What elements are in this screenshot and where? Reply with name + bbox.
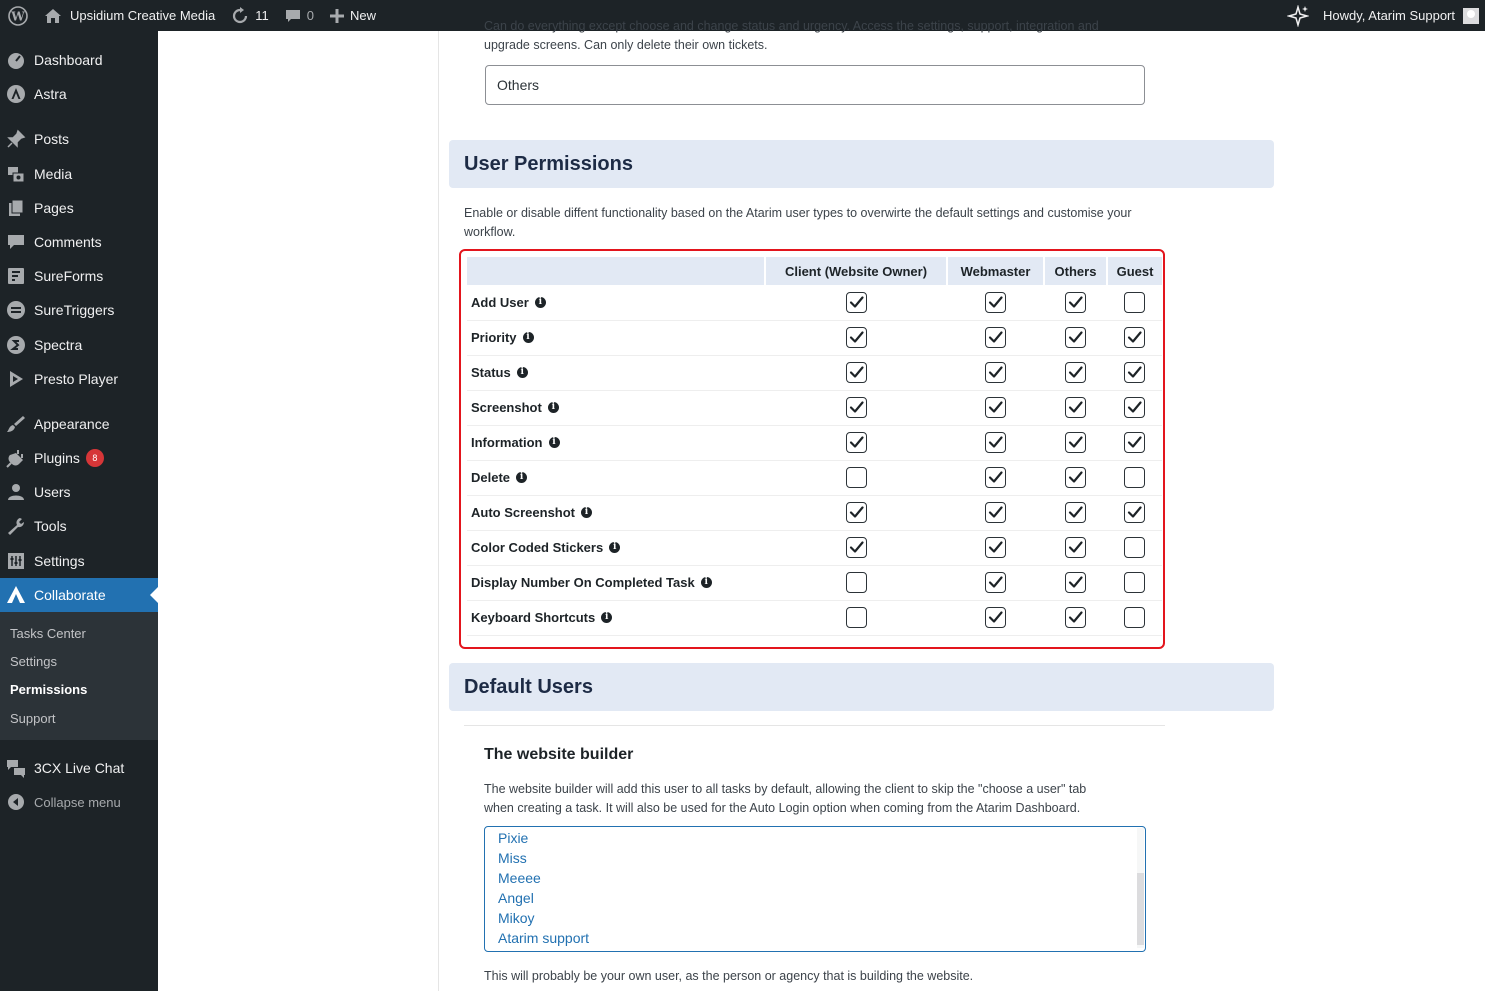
menu-dashboard[interactable]	[0, 43, 158, 77]
listbox-scroll-thumb[interactable]	[1137, 873, 1144, 945]
permission-cell	[947, 600, 1044, 635]
permission-cell	[1044, 285, 1107, 320]
user-option[interactable]: Atarim support	[498, 930, 590, 946]
user-permissions-heading: User Permissions	[449, 140, 1274, 188]
collapse-label: Collapse menu	[34, 794, 121, 810]
role-description-line1: Can do everything except choose and change status and urgency. Access the settings, support, integration and	[484, 19, 1099, 33]
new-content-link[interactable]	[322, 0, 384, 31]
menu-label: Plugins	[34, 450, 80, 466]
menu-label: Spectra	[34, 337, 83, 353]
permission-label: Information	[471, 435, 543, 450]
menu-tools[interactable]	[0, 509, 158, 543]
permission-cell	[1044, 460, 1107, 495]
plus-icon	[330, 9, 344, 23]
permission-cell	[765, 390, 947, 425]
permission-cell	[765, 460, 947, 495]
column-header-client: Client (Website Owner)	[765, 257, 947, 285]
permission-cell	[947, 495, 1044, 530]
column-header-webmaster: Webmaster	[947, 257, 1044, 285]
permission-cell	[1044, 565, 1107, 600]
menu-users[interactable]	[0, 475, 158, 509]
permissions-header-row	[467, 257, 1162, 285]
webmaster-checkbox-checked[interactable]	[985, 362, 1006, 383]
permission-cell	[765, 600, 947, 635]
guest-checkbox-unchecked[interactable]	[1124, 607, 1145, 628]
menu-astra[interactable]	[0, 77, 158, 111]
permission-cell	[1044, 320, 1107, 355]
permission-label: Keyboard Shortcuts	[471, 610, 596, 625]
menu-label: Users	[34, 484, 71, 500]
webmaster-checkbox-checked[interactable]	[985, 397, 1006, 418]
new-label: New	[349, 8, 376, 23]
permission-label: Display Number On Completed Task	[471, 575, 695, 590]
svg-text:W: W	[11, 9, 25, 23]
permission-row	[467, 390, 1162, 425]
user-option[interactable]: Meeee	[498, 870, 541, 886]
chat-icon	[6, 758, 26, 778]
client-checkbox-checked[interactable]	[846, 327, 867, 348]
permission-row	[467, 565, 1162, 600]
user-option[interactable]: Pixie	[498, 830, 529, 846]
menu-settings[interactable]	[0, 544, 158, 578]
menu-label: Appearance	[34, 416, 110, 432]
permission-row	[467, 320, 1162, 355]
plugins-update-badge: 8	[86, 449, 104, 467]
home-icon	[44, 8, 62, 24]
media-icon	[6, 164, 26, 184]
menu-media[interactable]	[0, 157, 158, 191]
menu-label: Presto Player	[34, 371, 119, 387]
permission-cell	[947, 425, 1044, 460]
default-users-heading: Default Users	[449, 663, 1274, 711]
menu-plugins[interactable]	[0, 441, 158, 475]
website-builder-note: This will probably be your own user, as the person or agency that is building the website.	[484, 969, 974, 983]
permission-cell	[765, 565, 947, 600]
menu-label: Astra	[34, 86, 67, 102]
guest-checkbox-checked[interactable]	[1124, 502, 1145, 523]
info-icon[interactable]: i	[517, 367, 528, 378]
user-option[interactable]: Miss	[498, 850, 527, 866]
permission-cell	[947, 460, 1044, 495]
website-builder-desc-line1: The website builder will add this user to all tasks by default, allowing the client to skip the "choose a user" tab	[484, 782, 1087, 796]
menu-presto-player[interactable]	[0, 362, 158, 396]
permission-row	[467, 285, 1162, 320]
permission-cell	[1044, 425, 1107, 460]
others-checkbox-checked[interactable]	[1065, 572, 1086, 593]
others-checkbox-checked[interactable]	[1065, 362, 1086, 383]
webmaster-checkbox-checked[interactable]	[985, 292, 1006, 313]
website-builder-title: The website builder	[484, 746, 634, 763]
column-header-others: Others	[1044, 257, 1107, 285]
suretriggers-icon	[6, 300, 26, 320]
permission-cell	[765, 285, 947, 320]
permission-label: Auto Screenshot	[471, 505, 576, 520]
permission-cell	[1044, 355, 1107, 390]
webmaster-checkbox-checked[interactable]	[985, 607, 1006, 628]
permission-row	[467, 495, 1162, 530]
client-checkbox-checked[interactable]	[846, 362, 867, 383]
menu-pages[interactable]	[0, 191, 158, 225]
info-icon[interactable]: i	[701, 577, 712, 588]
site-name-link[interactable]	[38, 0, 223, 31]
permission-row	[467, 460, 1162, 495]
menu-label: Dashboard	[34, 52, 103, 68]
submenu-tasks-center[interactable]: Tasks Center	[10, 626, 86, 641]
menu-label: Collaborate	[34, 587, 106, 603]
permission-label-cell	[467, 320, 765, 355]
guest-checkbox-unchecked[interactable]	[1124, 572, 1145, 593]
permission-label: Priority	[471, 330, 517, 345]
client-checkbox-unchecked[interactable]	[846, 607, 867, 628]
permission-label-cell	[467, 390, 765, 425]
permission-cell	[1044, 495, 1107, 530]
permission-cell	[947, 320, 1044, 355]
others-checkbox-checked[interactable]	[1065, 327, 1086, 348]
admin-sidebar	[0, 31, 158, 991]
menu-spectra[interactable]	[0, 328, 158, 362]
permission-cell	[947, 565, 1044, 600]
others-checkbox-checked[interactable]	[1065, 467, 1086, 488]
atarim-icon	[6, 585, 26, 605]
website-builder-select[interactable]	[484, 826, 1146, 952]
permission-cell	[1107, 460, 1162, 495]
ai-sparkle-icon[interactable]	[1279, 0, 1323, 31]
comments-link[interactable]	[277, 0, 322, 31]
permission-cell	[1107, 355, 1162, 390]
pin-icon	[6, 129, 26, 149]
permission-label-cell	[467, 285, 765, 320]
user-option[interactable]: Mikoy	[498, 910, 535, 926]
comments-count: 0	[306, 8, 314, 23]
updates-link[interactable]	[223, 0, 277, 31]
others-checkbox-checked[interactable]	[1065, 292, 1086, 313]
webmaster-checkbox-checked[interactable]	[985, 537, 1006, 558]
sureforms-icon	[6, 266, 26, 286]
guest-checkbox-checked[interactable]	[1124, 432, 1145, 453]
guest-checkbox-checked[interactable]	[1124, 397, 1145, 418]
menu-label: Posts	[34, 131, 70, 147]
menu-label: 3CX Live Chat	[34, 760, 125, 776]
wordpress-logo-icon[interactable]	[0, 0, 38, 31]
permission-cell	[1044, 390, 1107, 425]
collapse-menu-button[interactable]	[0, 785, 158, 819]
permission-label-cell	[467, 565, 765, 600]
dashboard-icon	[6, 50, 26, 70]
permission-cell	[1044, 600, 1107, 635]
client-checkbox-checked[interactable]	[846, 502, 867, 523]
menu-suretriggers[interactable]	[0, 293, 158, 327]
site-name: Upsidium Creative Media	[70, 8, 216, 23]
client-checkbox-checked[interactable]	[846, 537, 867, 558]
permission-cell	[765, 355, 947, 390]
updates-count: 11	[255, 8, 269, 23]
info-icon[interactable]: i	[548, 402, 559, 413]
webmaster-checkbox-checked[interactable]	[985, 467, 1006, 488]
permission-label: Delete	[471, 470, 511, 485]
menu-posts[interactable]	[0, 122, 158, 156]
comment-bubble-icon	[285, 8, 301, 24]
collapse-arrow-icon	[6, 792, 26, 812]
permission-row	[467, 600, 1162, 635]
permission-cell	[1107, 565, 1162, 600]
permission-cell	[765, 495, 947, 530]
info-icon[interactable]: i	[535, 297, 546, 308]
permission-label-cell	[467, 460, 765, 495]
guest-checkbox-unchecked[interactable]	[1124, 292, 1145, 313]
permission-cell	[1044, 530, 1107, 565]
astra-icon	[6, 84, 26, 104]
permission-cell	[1107, 495, 1162, 530]
user-permissions-desc-line1: Enable or disable diffent functionality based on the Atarim user types to overwirte the default settings and customise your	[464, 206, 1132, 220]
users-icon	[6, 482, 26, 502]
menu-label: SureTriggers	[34, 302, 115, 318]
menu-label: Comments	[34, 234, 102, 250]
permission-cell	[1107, 285, 1162, 320]
others-checkbox-checked[interactable]	[1065, 432, 1086, 453]
my-account-link[interactable]	[1323, 0, 1485, 31]
info-icon[interactable]: i	[523, 332, 534, 343]
menu-label: Settings	[34, 553, 85, 569]
permission-label-cell	[467, 600, 765, 635]
menu-sureforms[interactable]	[0, 259, 158, 293]
avatar	[1463, 8, 1479, 24]
website-builder-desc-line2: when creating a task. It will also be used for the Auto Login option when coming from the Atarim Dashboard.	[484, 801, 1081, 815]
submenu-settings[interactable]: Settings	[10, 654, 57, 669]
greeting-text: Howdy, Atarim Support	[1323, 8, 1455, 23]
permission-cell	[765, 425, 947, 460]
permission-label: Status	[471, 365, 511, 380]
others-checkbox-checked[interactable]	[1065, 607, 1086, 628]
webmaster-checkbox-checked[interactable]	[985, 327, 1006, 348]
permission-cell	[1107, 390, 1162, 425]
user-permissions-desc-line2: workflow.	[464, 225, 516, 239]
guest-checkbox-checked[interactable]	[1124, 362, 1145, 383]
permission-label-cell	[467, 495, 765, 530]
others-checkbox-checked[interactable]	[1065, 502, 1086, 523]
menu-label: Media	[34, 166, 73, 182]
spectra-icon	[6, 335, 26, 355]
guest-checkbox-unchecked[interactable]	[1124, 467, 1145, 488]
comment-icon	[6, 232, 26, 252]
permission-cell	[765, 530, 947, 565]
webmaster-checkbox-checked[interactable]	[985, 572, 1006, 593]
info-icon[interactable]: i	[549, 437, 560, 448]
permission-row	[467, 530, 1162, 565]
permission-cell	[1107, 320, 1162, 355]
webmaster-checkbox-checked[interactable]	[985, 432, 1006, 453]
info-icon[interactable]: i	[609, 542, 620, 553]
permission-row	[467, 425, 1162, 460]
menu-comments[interactable]	[0, 225, 158, 259]
section-separator	[464, 725, 1165, 726]
permission-cell	[765, 320, 947, 355]
brush-icon	[6, 414, 26, 434]
permissions-table	[467, 257, 1162, 636]
permission-row	[467, 355, 1162, 390]
menu-appearance[interactable]	[0, 407, 158, 441]
client-checkbox-checked[interactable]	[846, 432, 867, 453]
column-header-guest: Guest	[1107, 257, 1162, 285]
permission-cell	[1107, 600, 1162, 635]
content-divider	[438, 31, 439, 991]
role-description-line2: upgrade screens. Can only delete their own tickets.	[484, 38, 768, 52]
submenu-support[interactable]: Support	[10, 711, 56, 726]
info-icon[interactable]: i	[516, 472, 527, 483]
permission-label-cell	[467, 530, 765, 565]
menu-collaborate[interactable]	[0, 578, 158, 612]
permission-cell	[947, 390, 1044, 425]
permission-label: Color Coded Stickers	[471, 540, 604, 555]
permission-cell	[947, 530, 1044, 565]
header-blank	[467, 257, 765, 285]
menu-label: Pages	[34, 200, 74, 216]
permission-label-cell	[467, 355, 765, 390]
permission-cell	[1107, 425, 1162, 460]
others-checkbox-checked[interactable]	[1065, 397, 1086, 418]
others-checkbox-checked[interactable]	[1065, 537, 1086, 558]
permission-cell	[947, 285, 1044, 320]
client-checkbox-checked[interactable]	[846, 397, 867, 418]
menu-3cx-live-chat[interactable]	[0, 751, 158, 785]
permission-label: Screenshot	[471, 400, 542, 415]
permission-cell	[1107, 530, 1162, 565]
guest-checkbox-checked[interactable]	[1124, 327, 1145, 348]
client-checkbox-unchecked[interactable]	[846, 572, 867, 593]
menu-label: SureForms	[34, 268, 104, 284]
plugin-icon	[6, 448, 26, 468]
info-icon[interactable]: i	[601, 612, 612, 623]
permission-label-cell	[467, 425, 765, 460]
refresh-icon	[231, 7, 249, 25]
client-checkbox-checked[interactable]	[846, 292, 867, 313]
client-checkbox-unchecked[interactable]	[846, 467, 867, 488]
presto-icon	[6, 369, 26, 389]
settings-icon	[6, 551, 26, 571]
guest-checkbox-unchecked[interactable]	[1124, 537, 1145, 558]
role-name-input[interactable]: Others	[485, 65, 1145, 105]
user-option[interactable]: Angel	[498, 890, 534, 906]
wrench-icon	[6, 516, 26, 536]
webmaster-checkbox-checked[interactable]	[985, 502, 1006, 523]
info-icon[interactable]: i	[581, 507, 592, 518]
permission-cell	[947, 355, 1044, 390]
pages-icon	[6, 198, 26, 218]
collaborate-submenu	[0, 612, 158, 740]
submenu-permissions[interactable]: Permissions	[10, 682, 88, 697]
permission-label: Add User	[471, 294, 529, 310]
menu-label: Tools	[34, 518, 67, 534]
